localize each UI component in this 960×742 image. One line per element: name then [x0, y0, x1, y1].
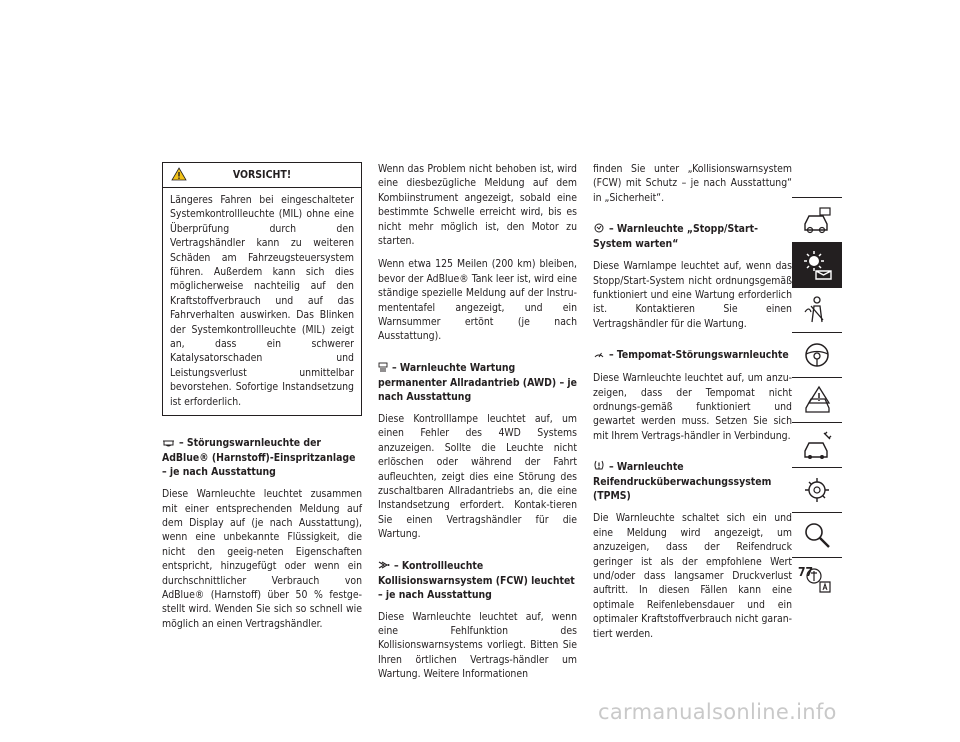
stop-start-icon: [593, 223, 605, 237]
page-number: 77: [798, 565, 814, 579]
column-1: [162, 162, 362, 640]
column-2: [378, 162, 577, 691]
adblue-heading-text: – Störungswarnleuchte der AdBlue® (Harnstoff)-Einspritzanlage – je nach Ausstattung: [162, 437, 356, 479]
caution-title: VORSICHT!: [232, 169, 292, 181]
tab-emergency[interactable]: [792, 377, 842, 422]
forward-collision-icon: [378, 560, 390, 574]
fcw-heading-text: – Kontrollleuchte Kollisionswarnsystem (FCW) leuchtet – je nach Ausstattung: [378, 559, 575, 601]
tpms-heading-text: – Warnleuchte Reifendrucküberwachungssystem (TPMS): [593, 461, 772, 503]
safety-airbag-icon: [802, 294, 832, 326]
caution-box: [162, 162, 362, 416]
tab-service[interactable]: [792, 422, 842, 467]
column-3: [593, 162, 792, 650]
adblue-text: Diese Warnleuchte leuchtet zusammen mit einer entsprechenden Meldung auf dem Display auf (je nach Ausstattung), wenn eine unbekannte Flüssigkeit, die nicht den geeig-neten Eigenschaften entspricht, hinzugefügt oder wenn ein durchschnittlicher Verbrauch von AdBlue® (Harnstoff) über 50 % festge-stellt wird. Wenden Sie sich so schnell wie möglich an einen Vertragshändler.: [162, 488, 362, 630]
watermark: carmanualsonline.info: [598, 700, 837, 724]
adblue-indicator-icon: [162, 437, 175, 451]
cruise-heading: [593, 348, 792, 363]
fcw-heading: [378, 559, 577, 602]
adblue-range-text: Wenn etwa 125 Meilen (200 km) bleiben, bevor der AdBlue® Tank leer ist, wird eine ständige spezielle Meldung auf der Instru-mententafel angezeigt, und ein Warnsummer ertönt (je nach Ausstattung).: [378, 258, 577, 343]
stopstart-heading-text: – Warnleuchte „Stopp/Start-System warten“: [593, 223, 758, 251]
chapter-tabs: [792, 197, 842, 602]
tpms-text: Die Warnleuchte schaltet sich ein und eine Meldung wird angezeigt, um anzuzeigen, dass der Reifendruck geringer ist als der empfohlene Wert und/oder dass langsamer Druckverlust auftritt. In diesen Fällen kann eine optimale Reifenlebensdauer und ein optimaler Kraftstoffverbrauch nicht garan-tiert werden.: [593, 512, 792, 640]
fcw-continued-text: finden Sie unter „Kollisionswarnsystem (FCW) mit Schutz – je nach Ausstattung“ in „Sicherheit“.: [593, 163, 792, 204]
warning-lights-icon: [802, 249, 832, 281]
tab-language[interactable]: [792, 557, 842, 602]
tab-index[interactable]: [792, 512, 842, 557]
caution-text: Längeres Fahren bei eingeschalteter Systemkontrollleuchte (MIL) ohne eine Überprüfung durch den Vertragshändler kann zu weiteren Schäden am Fahrzeugsteuersystem führen. Außerdem kann sich dies möglicherweise nachteilig auf den Kraftstoffverbrauch und auf das Fahrverhalten auswirken. Das Blinken der Systemkontrollleuchte (MIL) zeigt an, dass ein schwerer Katalysatorschaden und Leistungsverlust unmittelbar bevorstehen. Sofortige Instandsetzung ist erforderlich.: [170, 194, 354, 408]
specifications-icon: [802, 474, 832, 506]
tpms-heading: [593, 460, 792, 503]
caution-header: [163, 163, 361, 188]
awd-heading: [378, 361, 577, 404]
tab-specifications[interactable]: [792, 467, 842, 512]
fcw-text: Diese Warnleuchte leuchtet auf, wenn eine Fehlfunktion des Kollisionswarnsystems vorliegt. Bitten Sie Ihren örtlichen Vertrags-händler um Wartung. Weitere Informationen: [378, 610, 577, 681]
tab-safety[interactable]: [792, 287, 842, 332]
stopstart-heading: [593, 222, 792, 251]
cruise-heading-text: – Tempomat-Störungswarnleuchte: [609, 349, 789, 362]
tab-warning-lights[interactable]: [792, 242, 842, 287]
tab-dashboard[interactable]: [792, 197, 842, 242]
awd-service-icon: [378, 362, 388, 376]
steering-wheel-icon: [802, 339, 832, 371]
tab-driving[interactable]: [792, 332, 842, 377]
awd-heading-text: – Warnleuchte Wartung permanenter Allradantrieb (AWD) – je nach Ausstattung: [378, 361, 577, 403]
adblue-problem-text: Wenn das Problem nicht behoben ist, wird eine diesbezügliche Meldung auf dem Kombiinstrument angezeigt, sobald eine bestimmte Schwelle erreicht wird, bis es nicht mehr möglich ist, den Motor zu starten.: [378, 163, 577, 248]
adblue-heading: [162, 436, 362, 479]
car-dashboard-icon: [802, 204, 832, 236]
cruise-control-icon: [593, 349, 605, 363]
awd-text: Diese Kontrolllampe leuchtet auf, um einen Fehler des 4WD Systems anzuzeigen. Sollte die Leuchte nicht erlöschen oder während der Fahrt aufleuchten, zeigt dies eine Störung des zuschaltbaren Allradantriebs an, die eine Instandsetzung erfordert. Kontak-tieren Sie einen Vertragshändler für die Wartung.: [378, 412, 577, 541]
service-car-icon: [802, 429, 832, 461]
search-index-icon: [802, 519, 832, 551]
tire-pressure-icon: [593, 460, 605, 475]
emergency-warning-icon: [802, 384, 832, 416]
cruise-text: Diese Warnleuchte leuchtet auf, um anzu-zeigen, dass der Tempomat nicht ordnungs-gemäß funktioniert und gewartet werden muss. Setzen Sie sich mit Ihrem Vertrags-händler in Verbindung.: [593, 372, 792, 442]
stopstart-text: Diese Warnlampe leuchtet auf, wenn das Stopp/Start-System nicht ordnungsgemäß funktioniert und eine Wartung erforderlich ist. Kontaktieren Sie einen Vertragshändler für die Wartung.: [593, 260, 792, 330]
